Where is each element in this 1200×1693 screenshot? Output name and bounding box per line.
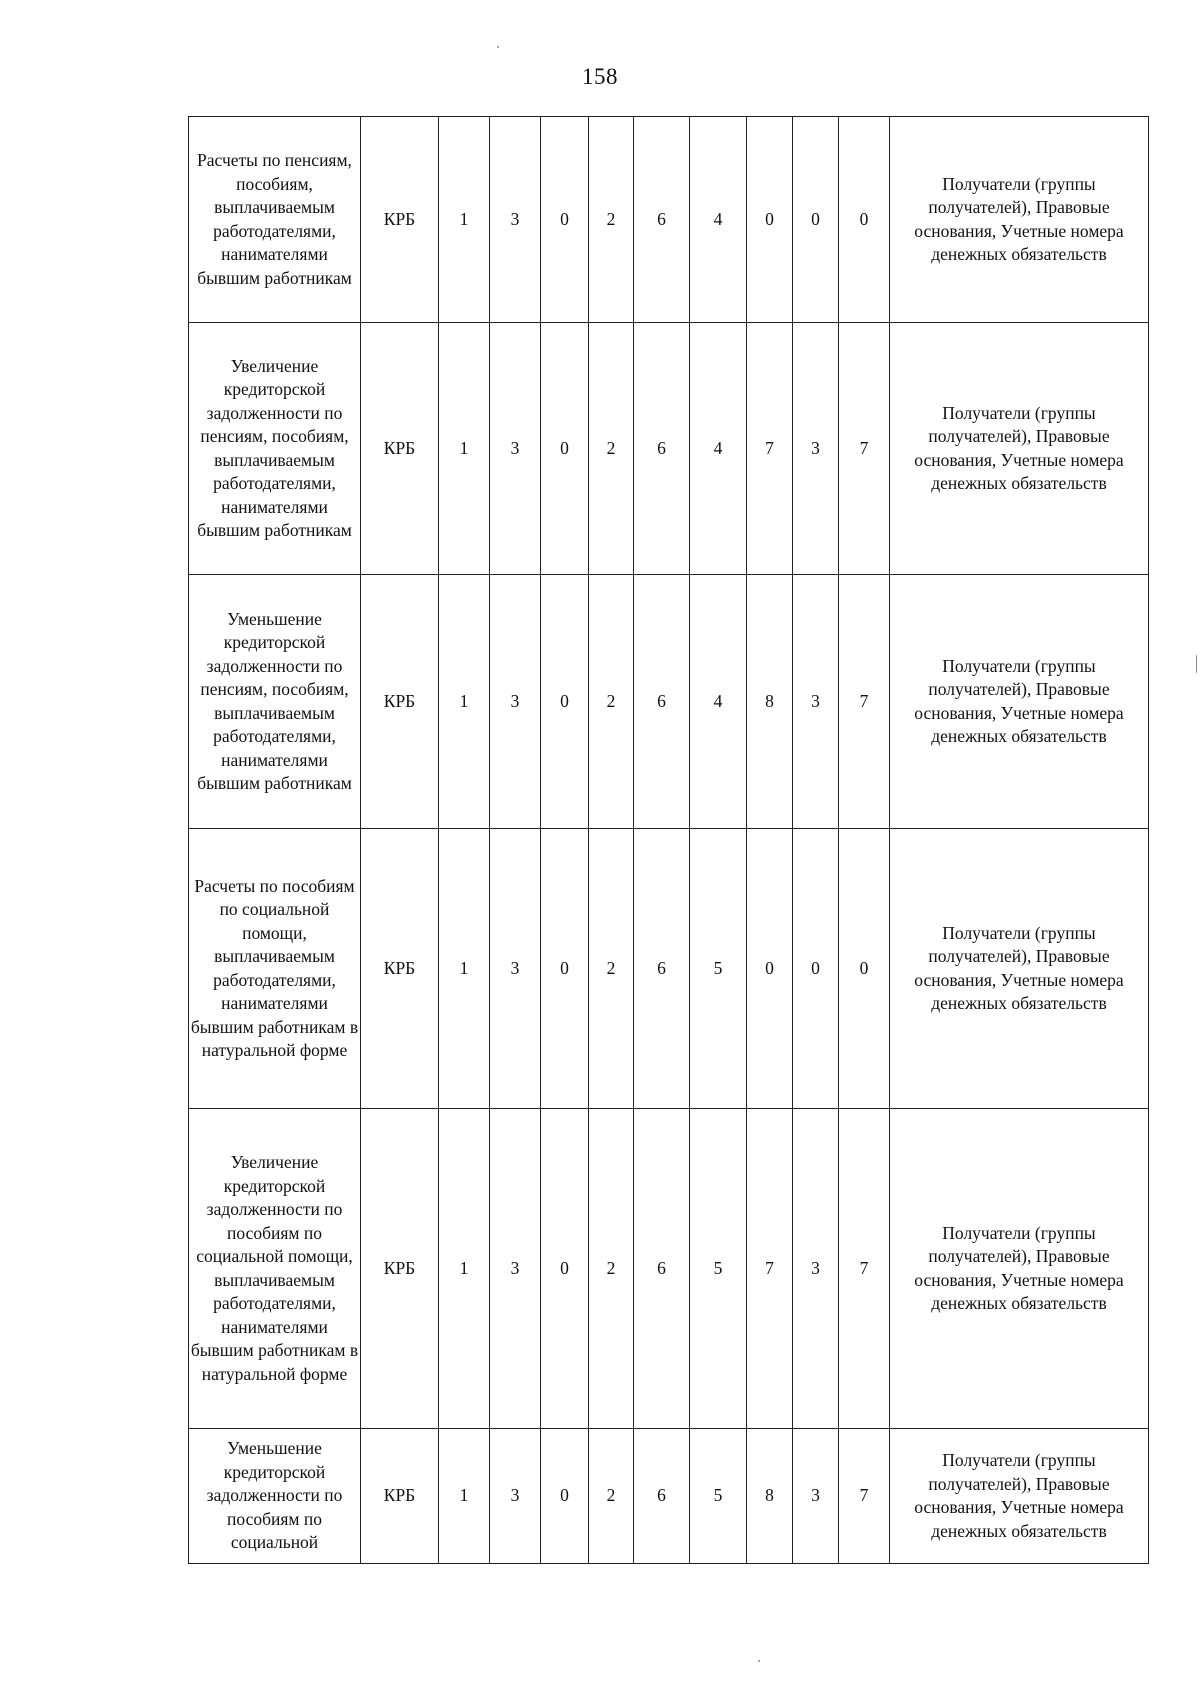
account-digit-cell: 3 [793, 1429, 839, 1564]
analytics-type-cell: КРБ [361, 575, 439, 829]
account-digit-cell: 3 [490, 1429, 541, 1564]
account-digit-cell: 1 [439, 117, 490, 323]
account-digit-cell: 6 [634, 117, 690, 323]
account-digit-cell: 0 [793, 117, 839, 323]
account-name-cell: Уменьшение кредиторской задолженности по пенсиям, пособиям, выплачиваемым работодателями, нанимателями бывшим работникам [189, 575, 361, 829]
account-digit-cell: 0 [541, 575, 589, 829]
account-digit-cell: 8 [747, 575, 793, 829]
analytics-description-cell: Получатели (группы получателей), Правовые основания, Учетные номера денежных обязательств [890, 1429, 1149, 1564]
account-digit-cell: 4 [690, 575, 747, 829]
table-row [189, 117, 1149, 323]
scan-speck [758, 1660, 760, 1662]
account-name-cell: Увеличение кредиторской задолженности по пособиям по социальной помощи, выплачиваемым работодателями, нанимателями бывшим работникам в натуральной форме [189, 1109, 361, 1429]
account-digit-cell: 3 [793, 323, 839, 575]
account-digit-cell: 6 [634, 575, 690, 829]
account-digit-cell: 7 [839, 323, 890, 575]
account-digit-cell: 3 [490, 117, 541, 323]
account-name-cell: Расчеты по пенсиям, пособиям, выплачиваемым работодателями, нанимателями бывшим работникам [189, 117, 361, 323]
table-row [189, 829, 1149, 1109]
table-row [189, 1109, 1149, 1429]
analytics-description-cell: Получатели (группы получателей), Правовые основания, Учетные номера денежных обязательств [890, 575, 1149, 829]
account-digit-cell: 0 [541, 1429, 589, 1564]
account-digit-cell: 1 [439, 1109, 490, 1429]
analytics-description-cell: Получатели (группы получателей), Правовые основания, Учетные номера денежных обязательств [890, 829, 1149, 1109]
analytics-type-cell: КРБ [361, 1429, 439, 1564]
analytics-type-cell: КРБ [361, 117, 439, 323]
account-digit-cell: 1 [439, 1429, 490, 1564]
account-digit-cell: 2 [589, 1429, 634, 1564]
account-digit-cell: 7 [747, 323, 793, 575]
analytics-type-cell: КРБ [361, 1109, 439, 1429]
account-digit-cell: 0 [839, 117, 890, 323]
table-row [189, 575, 1149, 829]
account-digit-cell: 5 [690, 1109, 747, 1429]
account-digit-cell: 3 [490, 575, 541, 829]
account-digit-cell: 2 [589, 323, 634, 575]
account-digit-cell: 0 [541, 117, 589, 323]
account-digit-cell: 3 [793, 1109, 839, 1429]
analytics-description-cell: Получатели (группы получателей), Правовые основания, Учетные номера денежных обязательств [890, 323, 1149, 575]
account-digit-cell: 2 [589, 1109, 634, 1429]
account-digit-cell: 3 [490, 323, 541, 575]
account-digit-cell: 3 [793, 575, 839, 829]
account-digit-cell: 5 [690, 1429, 747, 1564]
account-digit-cell: 3 [490, 829, 541, 1109]
account-name-cell: Уменьшение кредиторской задолженности по пособиям по социальной [189, 1429, 361, 1564]
table-row [189, 323, 1149, 575]
account-digit-cell: 7 [839, 575, 890, 829]
account-digit-cell: 0 [747, 829, 793, 1109]
table-row [189, 1429, 1149, 1564]
account-digit-cell: 7 [839, 1109, 890, 1429]
account-digit-cell: 0 [793, 829, 839, 1109]
account-digit-cell: 7 [747, 1109, 793, 1429]
analytics-type-cell: КРБ [361, 323, 439, 575]
account-digit-cell: 1 [439, 323, 490, 575]
account-digit-cell: 0 [541, 829, 589, 1109]
account-digit-cell: 0 [747, 117, 793, 323]
account-digit-cell: 3 [490, 1109, 541, 1429]
account-digit-cell: 2 [589, 575, 634, 829]
account-digit-cell: 6 [634, 1429, 690, 1564]
account-digit-cell: 6 [634, 1109, 690, 1429]
account-name-cell: Расчеты по пособиям по социальной помощи, выплачиваемым работодателями, нанимателями бывшим работникам в натуральной форме [189, 829, 361, 1109]
account-digit-cell: 1 [439, 829, 490, 1109]
analytics-description-cell: Получатели (группы получателей), Правовые основания, Учетные номера денежных обязательств [890, 117, 1149, 323]
scan-speck [497, 46, 499, 48]
account-digit-cell: 0 [541, 1109, 589, 1429]
account-name-cell: Увеличение кредиторской задолженности по пенсиям, пособиям, выплачиваемым работодателями, нанимателями бывшим работникам [189, 323, 361, 575]
account-digit-cell: 0 [839, 829, 890, 1109]
account-digit-cell: 2 [589, 117, 634, 323]
account-digit-cell: 8 [747, 1429, 793, 1564]
page-number: 158 [582, 64, 618, 89]
account-digit-cell: 5 [690, 829, 747, 1109]
account-digit-cell: 7 [839, 1429, 890, 1564]
account-digit-cell: 6 [634, 323, 690, 575]
account-digit-cell: 4 [690, 323, 747, 575]
scan-speck [1196, 655, 1197, 673]
account-digit-cell: 0 [541, 323, 589, 575]
account-digit-cell: 4 [690, 117, 747, 323]
analytics-description-cell: Получатели (группы получателей), Правовые основания, Учетные номера денежных обязательств [890, 1109, 1149, 1429]
account-digit-cell: 2 [589, 829, 634, 1109]
account-digit-cell: 1 [439, 575, 490, 829]
analytics-type-cell: КРБ [361, 829, 439, 1109]
account-digit-cell: 6 [634, 829, 690, 1109]
accounts-table [188, 116, 1149, 1564]
